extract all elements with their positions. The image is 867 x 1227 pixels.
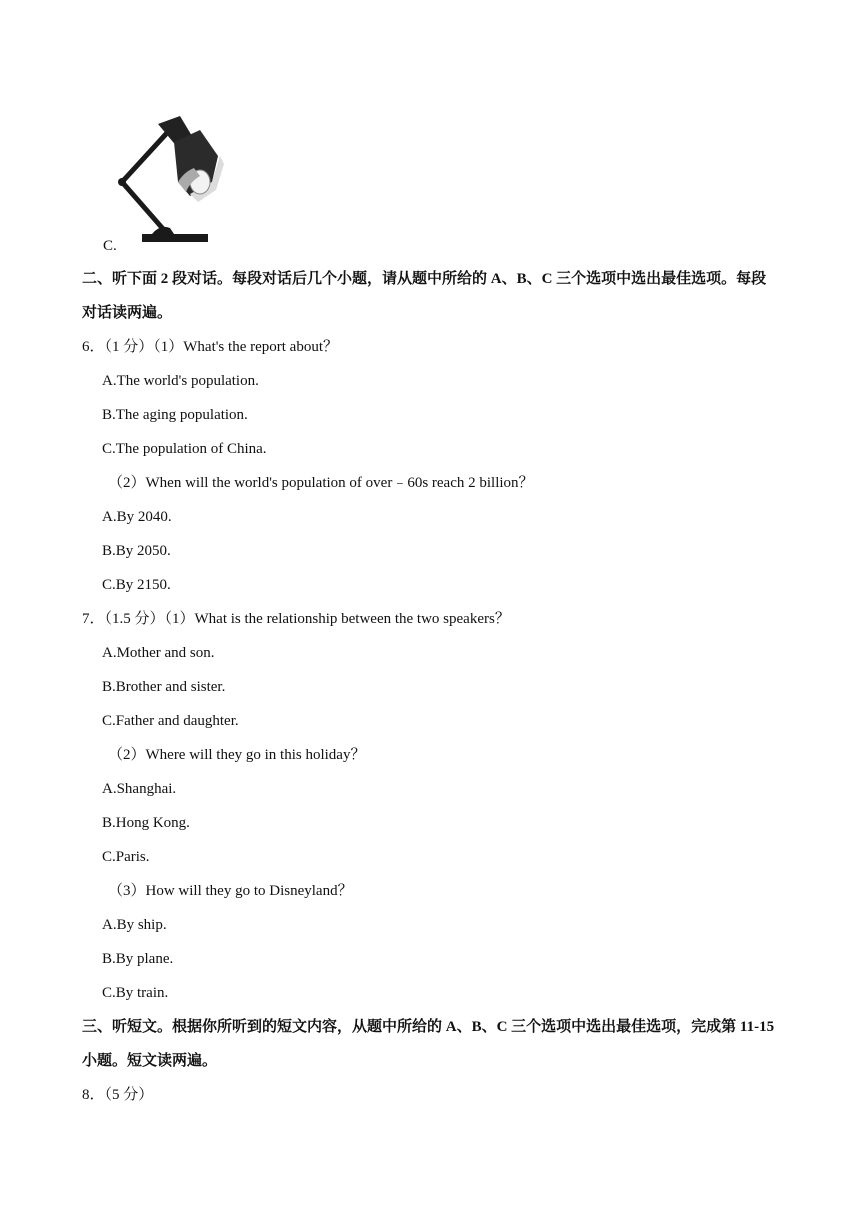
q7-2-option-a: A.Shanghai. xyxy=(102,781,177,797)
q7-3-option-c: C.By train. xyxy=(102,985,169,1001)
section-3-instruction-line-2: 小题。短文读两遍。 xyxy=(82,1053,218,1069)
q7-2-option-c: C.Paris. xyxy=(102,849,150,865)
q7-3-option-a: A.By ship. xyxy=(102,917,167,933)
section-2-instruction-line-2: 对话读两遍。 xyxy=(82,305,173,321)
q6-1-option-b: B.The aging population. xyxy=(102,407,248,423)
q6-2-option-b: B.By 2050. xyxy=(102,543,171,559)
q7-1-option-a: A.Mother and son. xyxy=(102,645,215,661)
option-c-label: C. xyxy=(103,238,117,254)
q6-2-option-a: A.By 2040. xyxy=(102,509,172,525)
q6-1-option-c: C.The population of China. xyxy=(102,441,267,457)
q7-1-option-c: C.Father and daughter. xyxy=(102,713,239,729)
q7-1-option-b: B.Brother and sister. xyxy=(102,679,226,695)
question-7-part-2: （2）Where will they go in this holiday？ xyxy=(108,747,366,763)
q7-3-option-b: B.By plane. xyxy=(102,951,174,967)
desk-lamp-image xyxy=(108,112,228,248)
q6-2-option-c: C.By 2150. xyxy=(102,577,171,593)
question-7-header: 7．（1.5 分）（1）What is the relationship between the two speakers？ xyxy=(82,611,510,627)
section-3-instruction-line-1: 三、听短文。根据你所听到的短文内容，从题中所给的 A、B、C 三个选项中选出最佳选项，完成第 11-15 xyxy=(82,1019,775,1035)
q7-2-option-b: B.Hong Kong. xyxy=(102,815,190,831)
question-8-header: 8．（5 分） xyxy=(82,1087,154,1103)
question-6-part-2: （2）When will the world's population of over﹣60s reach 2 billion？ xyxy=(108,475,534,491)
question-6-header: 6．（1 分）（1）What's the report about？ xyxy=(82,339,338,355)
section-2-instruction-line-1: 二、听下面 2 段对话。每段对话后几个小题，请从题中所给的 A、B、C 三个选项中选出最佳选项。每段 xyxy=(82,271,767,287)
question-7-part-3: （3）How will they go to Disneyland？ xyxy=(108,883,353,899)
q6-1-option-a: A.The world's population. xyxy=(102,373,259,389)
